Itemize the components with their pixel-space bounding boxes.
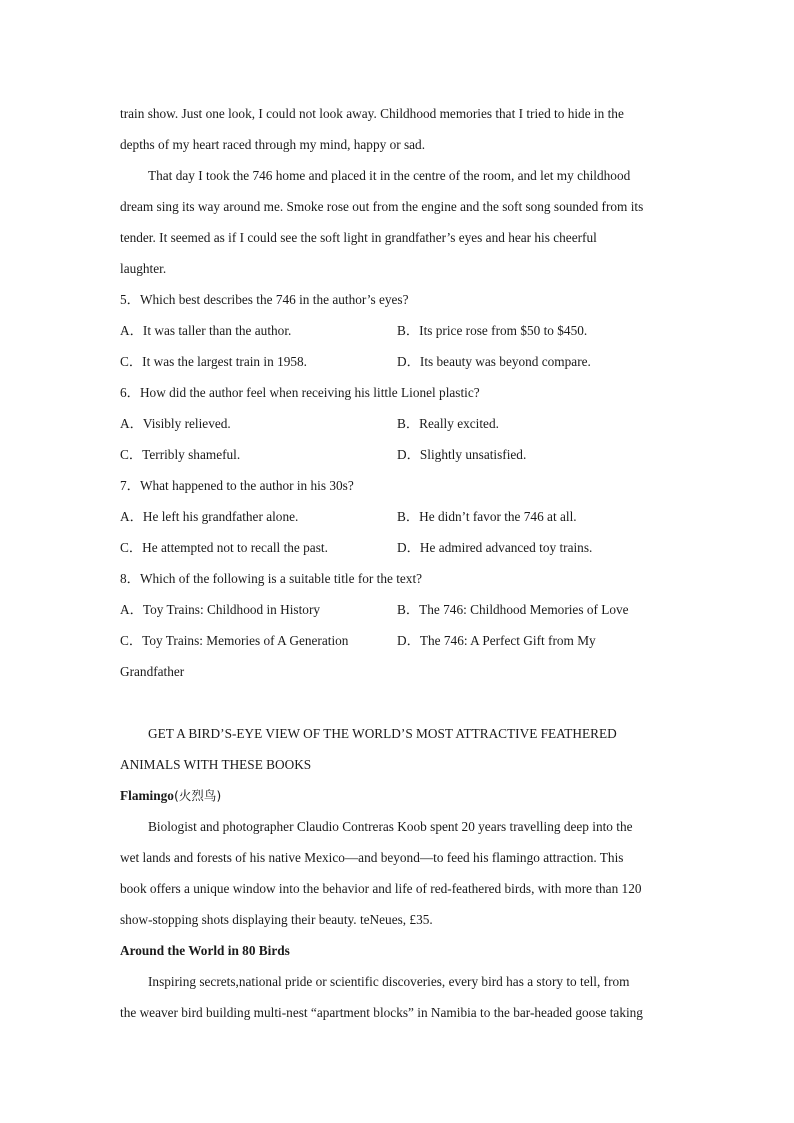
book-description-line: Biologist and photographer Claudio Contreras Koob spent 20 years travelling deep into the (148, 819, 633, 834)
passage-line: dream sing its way around me. Smoke rose out from the engine and the soft song sounded from its (120, 199, 644, 214)
option-a: A．He left his grandfather alone. (120, 509, 299, 524)
question-options-row (120, 625, 680, 656)
section-heading: GET A BIRD’S-EYE VIEW OF THE WORLD’S MOST ATTRACTIVE FEATHERED (148, 726, 617, 741)
book-title: Flamingo (120, 788, 174, 803)
book-title-chinese: (火烈鸟) (173, 788, 222, 803)
question-options-row (120, 594, 680, 625)
section-spacer (120, 687, 680, 718)
book-description-line: Inspiring secrets,national pride or scientific discoveries, every bird has a story to tell, from (148, 974, 630, 989)
question-stem-7: 7．What happened to the author in his 30s? (120, 478, 354, 493)
book-title-flamingo (120, 780, 680, 811)
option-c: C．It was the largest train in 1958. (120, 354, 307, 369)
passage-line: tender. It seemed as if I could see the soft light in grandfather’s eyes and hear his cheerful (120, 230, 597, 245)
question-options-row (120, 439, 680, 470)
book-title-around-the-world: Around the World in 80 Birds (120, 943, 290, 958)
option-b: B．The 746: Childhood Memories of Love (397, 602, 629, 617)
passage-line: That day I took the 746 home and placed it in the centre of the room, and let my childhood (148, 168, 631, 183)
document-page (120, 98, 680, 1028)
option-c: C．Terribly shameful. (120, 447, 241, 462)
option-a: A．Toy Trains: Childhood in History (120, 602, 321, 617)
section-heading: ANIMALS WITH THESE BOOKS (120, 757, 312, 772)
question-options-row (120, 408, 680, 439)
option-d: D．Its beauty was beyond compare. (397, 354, 591, 369)
book-description-line: show-stopping shots displaying their beauty. teNeues, £35. (120, 912, 433, 927)
passage-line: laughter. (120, 261, 167, 276)
option-a: A．Visibly relieved. (120, 416, 231, 431)
question-options-row (120, 501, 680, 532)
option-a: A．It was taller than the author. (120, 323, 292, 338)
option-c: C．Toy Trains: Memories of A Generation (120, 633, 349, 648)
question-stem-5: 5．Which best describes the 746 in the author’s eyes? (120, 292, 409, 307)
option-d: D．He admired advanced toy trains. (397, 540, 593, 555)
passage-line: train show. Just one look, I could not look away. Childhood memories that I tried to hide in the (120, 106, 624, 121)
option-d: D．The 746: A Perfect Gift from My (397, 633, 596, 648)
option-b: B．Really excited. (397, 416, 499, 431)
option-b: B．Its price rose from $50 to $450. (397, 323, 588, 338)
option-b: B．He didn’t favor the 746 at all. (397, 509, 577, 524)
question-stem-8: 8．Which of the following is a suitable title for the text? (120, 571, 423, 586)
question-stem-6: 6．How did the author feel when receiving his little Lionel plastic? (120, 385, 480, 400)
question-options-row (120, 532, 680, 563)
option-d-continuation: Grandfather (120, 664, 185, 679)
book-description-line: wet lands and forests of his native Mexico—and beyond—to feed his flamingo attraction. This (120, 850, 624, 865)
question-options-row (120, 346, 680, 377)
book-description-line: book offers a unique window into the behavior and life of red-feathered birds, with more than 120 (120, 881, 642, 896)
passage-line: depths of my heart raced through my mind, happy or sad. (120, 137, 426, 152)
book-description-line: the weaver bird building multi-nest “apartment blocks” in Namibia to the bar-headed goose taking (120, 1005, 643, 1020)
option-d: D．Slightly unsatisfied. (397, 447, 527, 462)
option-c: C．He attempted not to recall the past. (120, 540, 328, 555)
question-options-row (120, 315, 680, 346)
